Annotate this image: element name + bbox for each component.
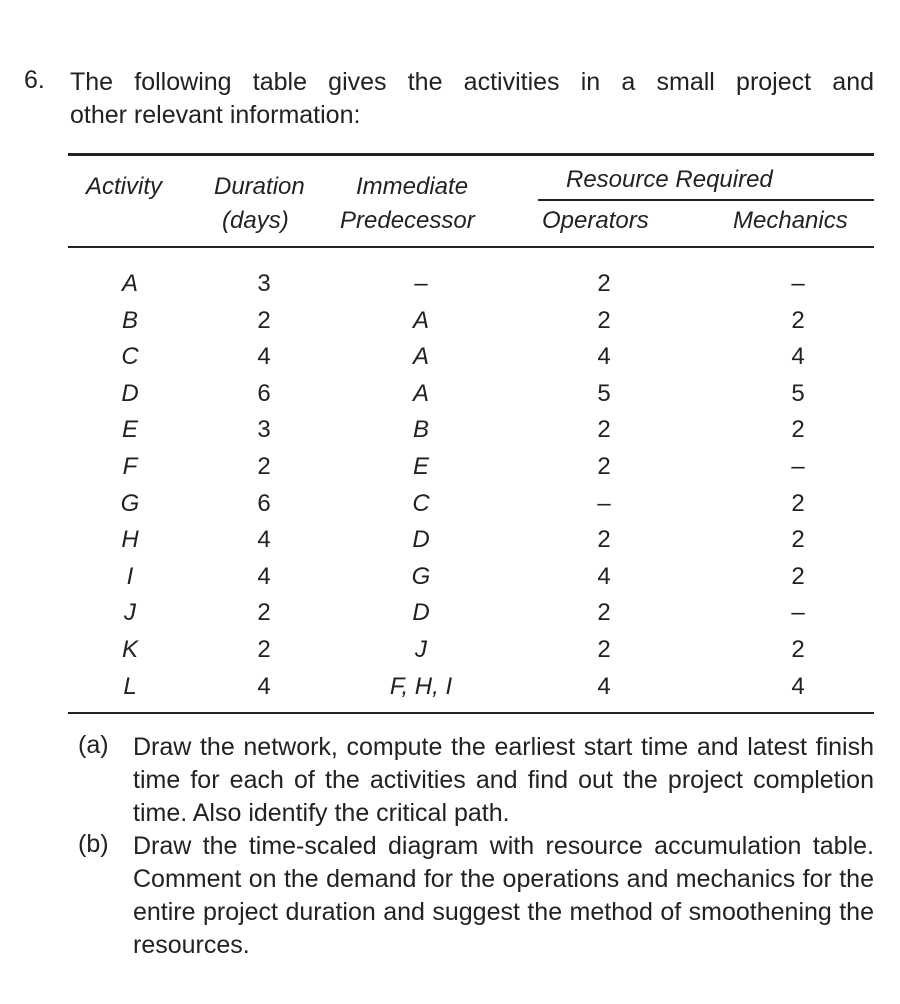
cell-duration: 6 (257, 489, 271, 517)
header-resource-required: Resource Required (566, 166, 773, 193)
cell-predecessor: G (411, 562, 431, 590)
header-predecessor: Predecessor (340, 207, 475, 234)
header-immediate: Immediate (356, 173, 469, 200)
cell-activity: I (126, 562, 134, 590)
question-line-1: The following table gives the activities in a small project and (70, 68, 874, 96)
table-header-rule (68, 246, 874, 248)
cell-mechanics: 5 (791, 379, 805, 407)
cell-duration: 2 (257, 306, 271, 334)
cell-predecessor: B (412, 416, 430, 444)
header-duration-unit: (days) (222, 207, 289, 234)
cell-mechanics: – (791, 270, 805, 297)
cell-duration: 3 (257, 416, 271, 444)
cell-mechanics: 2 (791, 489, 805, 517)
cell-activity: G (120, 489, 140, 517)
cell-duration: 3 (257, 270, 271, 297)
cell-mechanics: 2 (791, 526, 805, 554)
header-activity: Activity (86, 173, 163, 200)
cell-predecessor: A (412, 306, 430, 334)
cell-mechanics: – (791, 599, 805, 627)
cell-activity: D (121, 379, 139, 407)
cell-operators: – (597, 489, 611, 517)
cell-predecessor: C (412, 489, 430, 517)
header-operators: Operators (542, 207, 649, 234)
part-b-label: (b) (78, 830, 109, 858)
cell-operators: 2 (597, 306, 611, 334)
header-duration: Duration (214, 173, 305, 200)
cell-activity: A (121, 270, 139, 297)
cell-mechanics: 4 (791, 672, 805, 700)
cell-duration: 2 (257, 636, 271, 663)
cell-mechanics: 2 (791, 636, 805, 663)
cell-activity: H (121, 526, 139, 554)
part-a-text: Draw the network, compute the earliest start time and latest finish time for each of the activities and find out the project completion time. Also identify the critical path. (133, 733, 874, 827)
question-number: 6. (24, 66, 45, 94)
cell-predecessor: E (412, 453, 430, 480)
cell-mechanics: 4 (791, 343, 805, 371)
cell-operators: 2 (597, 526, 611, 554)
cell-duration: 4 (257, 343, 271, 371)
cell-operators: 5 (597, 379, 611, 407)
cell-predecessor: D (412, 599, 430, 627)
cell-mechanics: 2 (791, 416, 805, 444)
cell-operators: 4 (597, 343, 611, 371)
cell-operators: 2 (597, 270, 611, 297)
cell-mechanics: 2 (791, 562, 805, 590)
cell-predecessor: J (415, 636, 427, 663)
table-top-rule (68, 153, 874, 156)
cell-activity: K (121, 636, 139, 663)
cell-predecessor: D (412, 526, 430, 554)
cell-duration: 4 (257, 526, 271, 554)
cell-duration: 2 (257, 599, 271, 627)
cell-operators: 2 (597, 599, 611, 627)
cell-mechanics: – (791, 453, 805, 480)
cell-activity: L (123, 672, 137, 700)
cell-activity: B (121, 306, 139, 334)
header-mechanics: Mechanics (733, 207, 848, 234)
cell-predecessor: – (414, 270, 428, 297)
cell-predecessor: F, H, I (389, 672, 453, 700)
cell-duration: 6 (257, 379, 271, 407)
cell-activity: C (121, 343, 139, 371)
resource-header-rule (538, 199, 874, 201)
cell-duration: 4 (257, 562, 271, 590)
cell-duration: 4 (257, 672, 271, 700)
cell-operators: 2 (597, 416, 611, 444)
cell-predecessor: A (412, 343, 430, 371)
question-line-2: other relevant information: (70, 101, 361, 129)
cell-operators: 2 (597, 636, 611, 663)
cell-operators: 4 (597, 562, 611, 590)
cell-predecessor: A (412, 379, 430, 407)
question-text (70, 66, 874, 132)
table-bottom-rule (68, 712, 874, 714)
cell-activity: F (122, 453, 138, 480)
cell-duration: 2 (257, 453, 271, 480)
cell-operators: 4 (597, 672, 611, 700)
cell-operators: 2 (597, 453, 611, 480)
part-b-text: Draw the time-scaled diagram with resource accumulation table. Comment on the demand for the operations and mechanics for the entire project duration and suggest the method of smoothening the resources. (133, 832, 874, 959)
cell-activity: E (121, 416, 139, 444)
cell-activity: J (124, 599, 136, 627)
part-a-label: (a) (78, 731, 109, 759)
cell-mechanics: 2 (791, 306, 805, 334)
